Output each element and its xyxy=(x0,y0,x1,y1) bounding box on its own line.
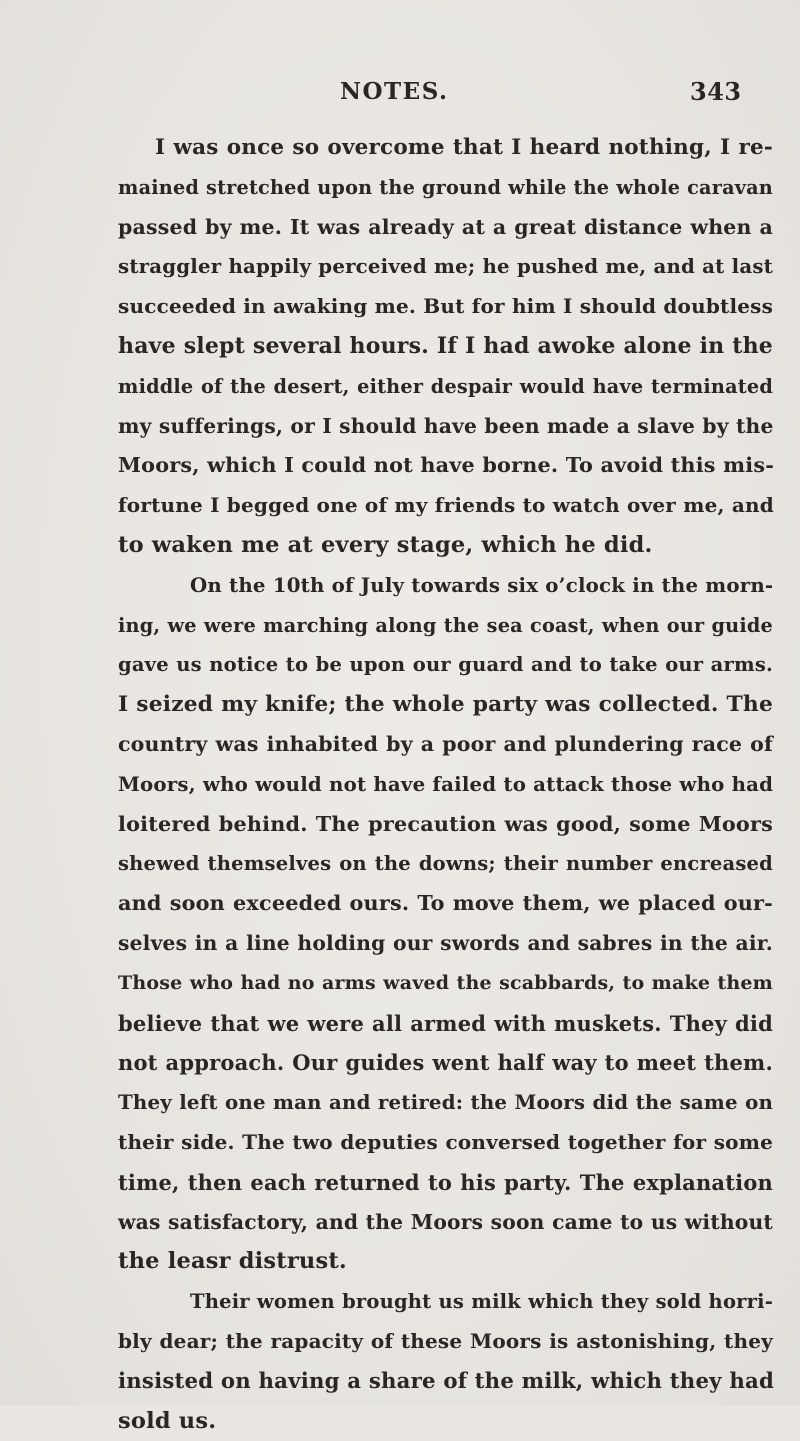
body-text xyxy=(118,128,773,1441)
text-line: straggler happily perceived me; he pushed me, and at last xyxy=(118,247,773,287)
text-line: ing, we were marching along the sea coast, when our guide xyxy=(118,606,773,646)
text-line: time, then each returned to his party. The explanation xyxy=(118,1163,773,1203)
text-line: middle of the desert, either despair would have terminated xyxy=(118,367,773,407)
text-line: On the 10th of July towards six o’clock in the morn- xyxy=(118,566,773,606)
text-line: selves in a line holding our swords and sabres in the air. xyxy=(118,924,773,964)
text-line: bly dear; the rapacity of these Moors is astonishing, they xyxy=(118,1322,773,1362)
text-line: my sufferings, or I should have been made a slave by the xyxy=(118,407,773,447)
text-line: believe that we were all armed with muskets. They did xyxy=(118,1004,773,1044)
text-line: the leasr distrust. xyxy=(118,1242,773,1282)
text-line: I seized my knife; the whole party was collected. The xyxy=(118,685,773,725)
text-line: passed by me. It was already at a great distance when a xyxy=(118,208,773,248)
text-line: and soon exceeded ours. To move them, we placed our- xyxy=(118,884,773,924)
text-line: country was inhabited by a poor and plundering race of xyxy=(118,725,773,765)
text-line: was satisfactory, and the Moors soon came to us without xyxy=(118,1203,773,1243)
running-head: NOTES. xyxy=(340,72,449,112)
text-line: loitered behind. The precaution was good, some Moors xyxy=(118,805,773,845)
text-line: succeeded in awaking me. But for him I should doubtless xyxy=(118,287,773,327)
text-line: Their women brought us milk which they sold horri- xyxy=(118,1282,773,1322)
page-header xyxy=(0,72,800,112)
text-line: Moors, who would not have failed to attack those who had xyxy=(118,765,773,805)
text-line: fortune I begged one of my friends to watch over me, and xyxy=(118,486,773,526)
text-line: Those who had no arms waved the scabbards, to make them xyxy=(118,964,773,1004)
text-line: insisted on having a share of the milk, which they had xyxy=(118,1362,773,1402)
text-line: gave us notice to be upon our guard and to take our arms. xyxy=(118,645,773,685)
text-line: Moors, which I could not have borne. To avoid this mis- xyxy=(118,446,773,486)
text-line: to waken me at every stage, which he did. xyxy=(118,526,773,566)
text-line: their side. The two deputies conversed together for some xyxy=(118,1123,773,1163)
text-line: They left one man and retired: the Moors did the same on xyxy=(118,1083,773,1123)
text-line: not approach. Our guides went half way to meet them. xyxy=(118,1043,773,1083)
text-line: have slept several hours. If I had awoke alone in the xyxy=(118,327,773,367)
text-line: shewed themselves on the downs; their number encreased xyxy=(118,844,773,884)
page-number: 343 xyxy=(690,72,742,112)
text-line: sold us. xyxy=(118,1402,773,1441)
text-line: I was once so overcome that I heard nothing, I re- xyxy=(118,128,773,168)
text-line: mained stretched upon the ground while the whole caravan xyxy=(118,168,773,208)
